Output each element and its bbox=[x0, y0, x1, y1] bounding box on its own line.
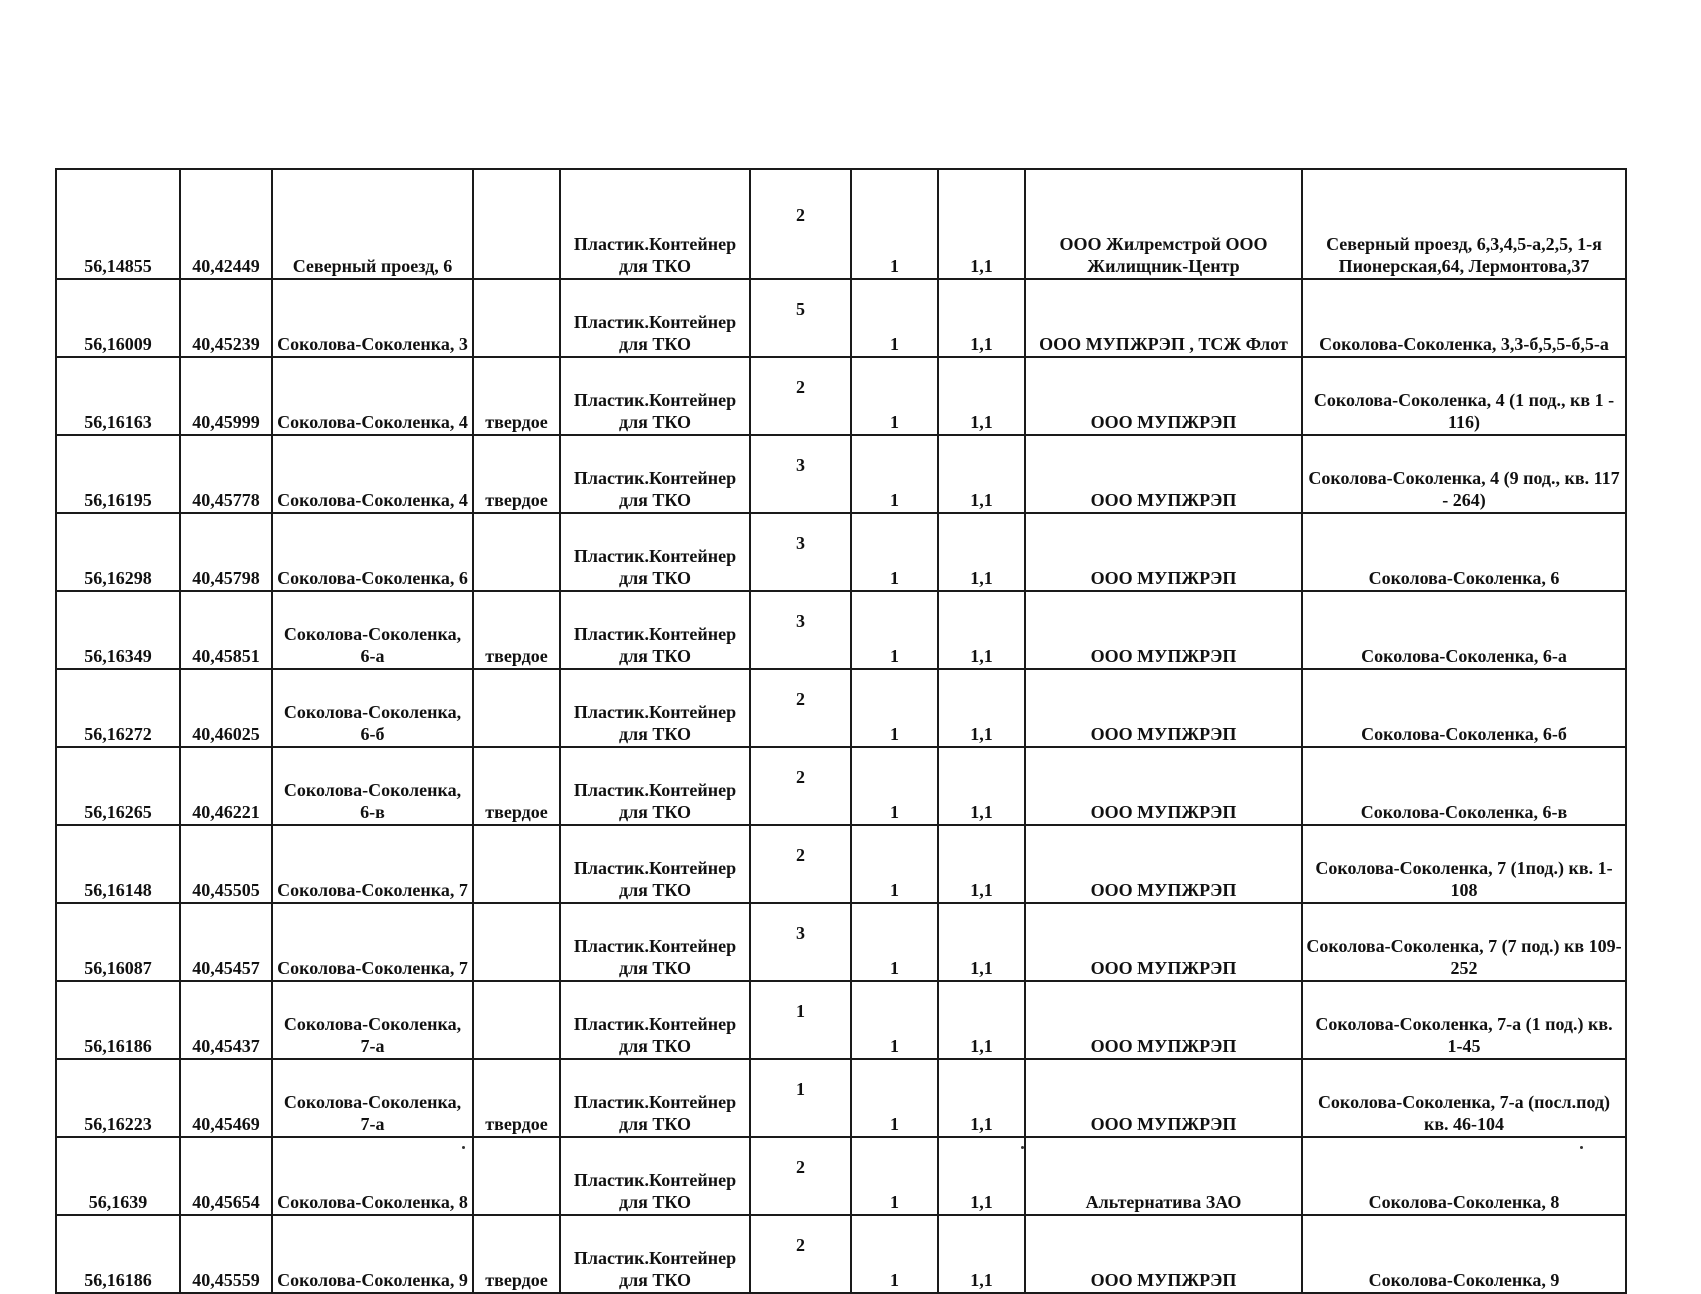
longitude-cell: 40,45654 bbox=[180, 1137, 272, 1215]
organization-cell: ООО МУПЖРЭП bbox=[1025, 357, 1302, 435]
surface-cell: твердое bbox=[473, 1215, 560, 1293]
count-cell: 1 bbox=[851, 435, 938, 513]
count-cell: 1 bbox=[851, 825, 938, 903]
latitude-cell: 56,16186 bbox=[56, 981, 180, 1059]
address-cell: Соколова-Соколенка, 6-б bbox=[272, 669, 473, 747]
volume-cell: 1,1 bbox=[938, 435, 1025, 513]
latitude-cell: 56,16223 bbox=[56, 1059, 180, 1137]
address-cell: Соколова-Соколенка, 7-а bbox=[272, 981, 473, 1059]
latitude-cell: 56,16272 bbox=[56, 669, 180, 747]
volume-cell: 1,1 bbox=[938, 591, 1025, 669]
organization-cell: ООО МУПЖРЭП bbox=[1025, 747, 1302, 825]
organization-cell: ООО МУПЖРЭП bbox=[1025, 825, 1302, 903]
table-row bbox=[56, 169, 1626, 279]
organization-cell: ООО МУПЖРЭП bbox=[1025, 903, 1302, 981]
surface-cell bbox=[473, 279, 560, 357]
table-row bbox=[56, 435, 1626, 513]
latitude-cell: 56,16148 bbox=[56, 825, 180, 903]
longitude-cell: 40,45559 bbox=[180, 1215, 272, 1293]
surface-cell bbox=[473, 669, 560, 747]
address-cell: Соколова-Соколенка, 7 bbox=[272, 903, 473, 981]
address-cell: Соколова-Соколенка, 4 bbox=[272, 435, 473, 513]
latitude-cell: 56,16186 bbox=[56, 1215, 180, 1293]
count-cell: 1 bbox=[851, 1215, 938, 1293]
address-cell: Соколова-Соколенка, 7 bbox=[272, 825, 473, 903]
address-cell: Соколова-Соколенка, 6-в bbox=[272, 747, 473, 825]
latitude-cell: 56,1639 bbox=[56, 1137, 180, 1215]
surface-cell: твердое bbox=[473, 1059, 560, 1137]
served-addresses-cell: Соколова-Соколенка, 6-б bbox=[1302, 669, 1626, 747]
quantity-cell: 3 bbox=[750, 591, 851, 669]
quantity-cell: 2 bbox=[750, 669, 851, 747]
address-cell: Соколова-Соколенка, 4 bbox=[272, 357, 473, 435]
count-cell: 1 bbox=[851, 1059, 938, 1137]
organization-cell: ООО МУПЖРЭП bbox=[1025, 1215, 1302, 1293]
volume-cell: 1,1 bbox=[938, 903, 1025, 981]
quantity-cell: 2 bbox=[750, 357, 851, 435]
quantity-cell: 2 bbox=[750, 1215, 851, 1293]
count-cell: 1 bbox=[851, 903, 938, 981]
served-addresses-cell: Соколова-Соколенка, 7-а (1 под.) кв. 1-45 bbox=[1302, 981, 1626, 1059]
count-cell: 1 bbox=[851, 513, 938, 591]
longitude-cell: 40,45437 bbox=[180, 981, 272, 1059]
latitude-cell: 56,16087 bbox=[56, 903, 180, 981]
latitude-cell: 56,16298 bbox=[56, 513, 180, 591]
latitude-cell: 56,16349 bbox=[56, 591, 180, 669]
scan-speck bbox=[1580, 1146, 1583, 1149]
surface-cell: твердое bbox=[473, 357, 560, 435]
volume-cell: 1,1 bbox=[938, 981, 1025, 1059]
container-type-cell: Пластик.Контейнер для ТКО bbox=[560, 1137, 750, 1215]
volume-cell: 1,1 bbox=[938, 357, 1025, 435]
served-addresses-cell: Соколова-Соколенка, 6 bbox=[1302, 513, 1626, 591]
count-cell: 1 bbox=[851, 747, 938, 825]
table-row bbox=[56, 825, 1626, 903]
count-cell: 1 bbox=[851, 169, 938, 279]
volume-cell: 1,1 bbox=[938, 169, 1025, 279]
container-type-cell: Пластик.Контейнер для ТКО bbox=[560, 1215, 750, 1293]
count-cell: 1 bbox=[851, 981, 938, 1059]
container-type-cell: Пластик.Контейнер для ТКО bbox=[560, 357, 750, 435]
table-row bbox=[56, 591, 1626, 669]
scan-speck bbox=[1021, 1146, 1024, 1149]
table-row bbox=[56, 669, 1626, 747]
longitude-cell: 40,45469 bbox=[180, 1059, 272, 1137]
served-addresses-cell: Соколова-Соколенка, 3,3-б,5,5-б,5-а bbox=[1302, 279, 1626, 357]
surface-cell bbox=[473, 1137, 560, 1215]
address-cell: Соколова-Соколенка, 8 bbox=[272, 1137, 473, 1215]
table-row bbox=[56, 513, 1626, 591]
quantity-cell: 1 bbox=[750, 1059, 851, 1137]
table-row bbox=[56, 747, 1626, 825]
latitude-cell: 56,16163 bbox=[56, 357, 180, 435]
longitude-cell: 40,42449 bbox=[180, 169, 272, 279]
count-cell: 1 bbox=[851, 1137, 938, 1215]
quantity-cell: 5 bbox=[750, 279, 851, 357]
count-cell: 1 bbox=[851, 591, 938, 669]
latitude-cell: 56,16009 bbox=[56, 279, 180, 357]
organization-cell: ООО МУПЖРЭП bbox=[1025, 669, 1302, 747]
volume-cell: 1,1 bbox=[938, 513, 1025, 591]
longitude-cell: 40,45239 bbox=[180, 279, 272, 357]
volume-cell: 1,1 bbox=[938, 1137, 1025, 1215]
longitude-cell: 40,45999 bbox=[180, 357, 272, 435]
count-cell: 1 bbox=[851, 357, 938, 435]
organization-cell: ООО МУПЖРЭП bbox=[1025, 591, 1302, 669]
address-cell: Северный проезд, 6 bbox=[272, 169, 473, 279]
organization-cell: ООО МУПЖРЭП bbox=[1025, 513, 1302, 591]
longitude-cell: 40,45505 bbox=[180, 825, 272, 903]
served-addresses-cell: Соколова-Соколенка, 7 (7 под.) кв 109-252 bbox=[1302, 903, 1626, 981]
served-addresses-cell: Соколова-Соколенка, 7-а (посл.под) кв. 46-104 bbox=[1302, 1059, 1626, 1137]
surface-cell bbox=[473, 169, 560, 279]
count-cell: 1 bbox=[851, 669, 938, 747]
table-row bbox=[56, 1137, 1626, 1215]
longitude-cell: 40,45798 bbox=[180, 513, 272, 591]
surface-cell bbox=[473, 981, 560, 1059]
container-type-cell: Пластик.Контейнер для ТКО bbox=[560, 747, 750, 825]
table-row bbox=[56, 357, 1626, 435]
served-addresses-cell: Соколова-Соколенка, 6-а bbox=[1302, 591, 1626, 669]
served-addresses-cell: Соколова-Соколенка, 6-в bbox=[1302, 747, 1626, 825]
container-type-cell: Пластик.Контейнер для ТКО bbox=[560, 513, 750, 591]
served-addresses-cell: Соколова-Соколенка, 7 (1под.) кв. 1-108 bbox=[1302, 825, 1626, 903]
table-row bbox=[56, 279, 1626, 357]
quantity-cell: 1 bbox=[750, 981, 851, 1059]
table-row bbox=[56, 903, 1626, 981]
longitude-cell: 40,45457 bbox=[180, 903, 272, 981]
organization-cell: Альтернатива ЗАО bbox=[1025, 1137, 1302, 1215]
container-type-cell: Пластик.Контейнер для ТКО bbox=[560, 903, 750, 981]
volume-cell: 1,1 bbox=[938, 1059, 1025, 1137]
table-row bbox=[56, 1215, 1626, 1293]
volume-cell: 1,1 bbox=[938, 1215, 1025, 1293]
longitude-cell: 40,45851 bbox=[180, 591, 272, 669]
registry-sheet bbox=[55, 168, 1627, 1294]
organization-cell: ООО МУПЖРЭП , ТСЖ Флот bbox=[1025, 279, 1302, 357]
address-cell: Соколова-Соколенка, 9 bbox=[272, 1215, 473, 1293]
surface-cell: твердое bbox=[473, 435, 560, 513]
container-type-cell: Пластик.Контейнер для ТКО bbox=[560, 825, 750, 903]
table-row bbox=[56, 1059, 1626, 1137]
volume-cell: 1,1 bbox=[938, 747, 1025, 825]
quantity-cell: 2 bbox=[750, 825, 851, 903]
container-type-cell: Пластик.Контейнер для ТКО bbox=[560, 435, 750, 513]
container-type-cell: Пластик.Контейнер для ТКО bbox=[560, 1059, 750, 1137]
served-addresses-cell: Соколова-Соколенка, 8 bbox=[1302, 1137, 1626, 1215]
container-type-cell: Пластик.Контейнер для ТКО bbox=[560, 279, 750, 357]
address-cell: Соколова-Соколенка, 7-а bbox=[272, 1059, 473, 1137]
container-type-cell: Пластик.Контейнер для ТКО bbox=[560, 981, 750, 1059]
organization-cell: ООО МУПЖРЭП bbox=[1025, 435, 1302, 513]
quantity-cell: 2 bbox=[750, 169, 851, 279]
address-cell: Соколова-Соколенка, 3 bbox=[272, 279, 473, 357]
surface-cell bbox=[473, 825, 560, 903]
address-cell: Соколова-Соколенка, 6-а bbox=[272, 591, 473, 669]
surface-cell bbox=[473, 513, 560, 591]
served-addresses-cell: Северный проезд, 6,3,4,5-а,2,5, 1-я Пионерская,64, Лермонтова,37 bbox=[1302, 169, 1626, 279]
organization-cell: ООО Жилремстрой ООО Жилищник-Центр bbox=[1025, 169, 1302, 279]
scan-speck bbox=[462, 1146, 465, 1149]
table-body bbox=[56, 169, 1626, 1293]
served-addresses-cell: Соколова-Соколенка, 4 (1 под., кв 1 - 116) bbox=[1302, 357, 1626, 435]
quantity-cell: 2 bbox=[750, 747, 851, 825]
organization-cell: ООО МУПЖРЭП bbox=[1025, 1059, 1302, 1137]
volume-cell: 1,1 bbox=[938, 279, 1025, 357]
surface-cell: твердое bbox=[473, 591, 560, 669]
quantity-cell: 3 bbox=[750, 513, 851, 591]
surface-cell: твердое bbox=[473, 747, 560, 825]
container-sites-table bbox=[55, 168, 1627, 1294]
surface-cell bbox=[473, 903, 560, 981]
quantity-cell: 3 bbox=[750, 435, 851, 513]
volume-cell: 1,1 bbox=[938, 825, 1025, 903]
longitude-cell: 40,46025 bbox=[180, 669, 272, 747]
quantity-cell: 3 bbox=[750, 903, 851, 981]
container-type-cell: Пластик.Контейнер для ТКО bbox=[560, 669, 750, 747]
organization-cell: ООО МУПЖРЭП bbox=[1025, 981, 1302, 1059]
latitude-cell: 56,16265 bbox=[56, 747, 180, 825]
address-cell: Соколова-Соколенка, 6 bbox=[272, 513, 473, 591]
table-row bbox=[56, 981, 1626, 1059]
latitude-cell: 56,14855 bbox=[56, 169, 180, 279]
count-cell: 1 bbox=[851, 279, 938, 357]
container-type-cell: Пластик.Контейнер для ТКО bbox=[560, 169, 750, 279]
served-addresses-cell: Соколова-Соколенка, 9 bbox=[1302, 1215, 1626, 1293]
volume-cell: 1,1 bbox=[938, 669, 1025, 747]
quantity-cell: 2 bbox=[750, 1137, 851, 1215]
latitude-cell: 56,16195 bbox=[56, 435, 180, 513]
longitude-cell: 40,45778 bbox=[180, 435, 272, 513]
container-type-cell: Пластик.Контейнер для ТКО bbox=[560, 591, 750, 669]
longitude-cell: 40,46221 bbox=[180, 747, 272, 825]
served-addresses-cell: Соколова-Соколенка, 4 (9 под., кв. 117 - 264) bbox=[1302, 435, 1626, 513]
